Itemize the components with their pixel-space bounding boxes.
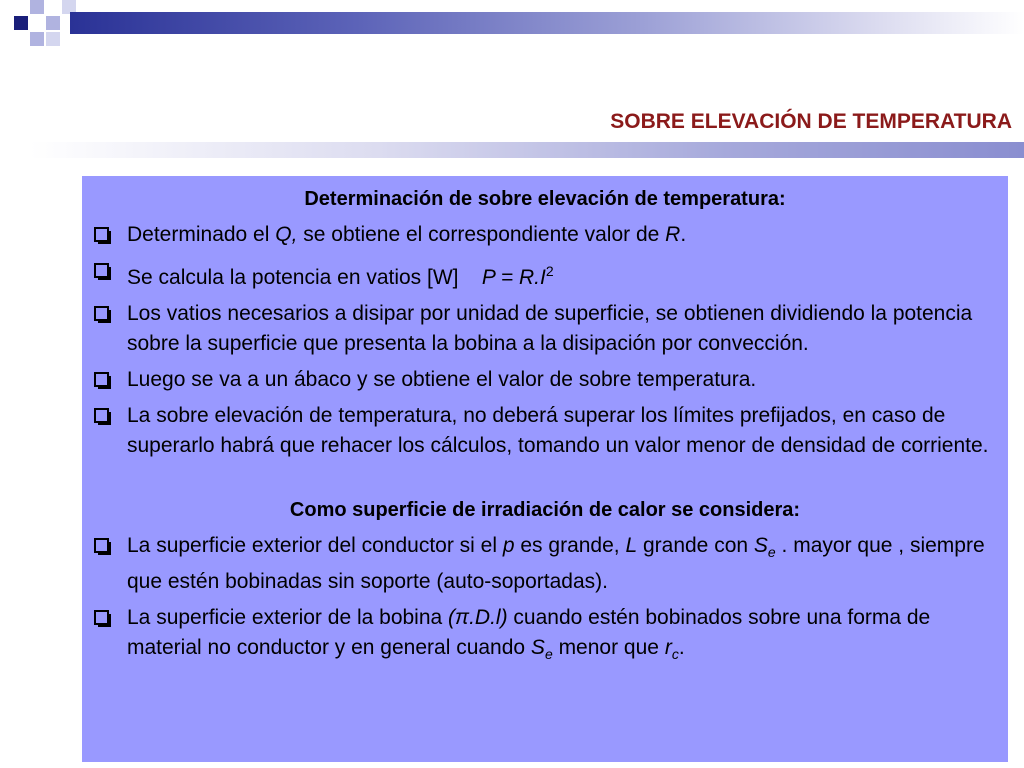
checkbox-bullet-icon [94,610,109,625]
bullet-text: Luego se va a un ábaco y se obtiene el valor de sobre temperatura. [127,368,757,391]
decor-square-1 [14,16,28,30]
header-gradient-band [70,12,1024,34]
bullet-item [94,256,996,293]
slide-title: SOBRE ELEVACIÓN DE TEMPERATURA [610,110,1012,133]
bullet-text: La sobre elevación de temperatura, no deberá superar los límites prefijados, en caso de superarlo habrá que rehacer los cálculos, tomando un valor menor de densidad de corriente. [127,404,989,457]
bullet-item [94,603,996,669]
title-underline-band [30,142,1024,158]
decor-square-3 [46,16,60,30]
checkbox-bullet-icon [94,408,109,423]
checkbox-bullet-icon [94,227,109,242]
bullet-item [94,365,996,395]
decor-square-2 [30,0,44,14]
content-box [82,176,1008,762]
checkbox-bullet-icon [94,306,109,321]
section1-heading: Determinación de sobre elevación de temperatura: [304,188,786,210]
bullet-item [94,220,996,250]
bullet-text: Determinado el Q, se obtiene el correspondiente valor de R. [127,223,687,246]
decor-square-4 [30,32,44,46]
bullet-item [94,531,996,597]
bullet-text: Se calcula la potencia en vatios [W] $P = R.I^2$ [127,263,554,289]
bullet-item [94,299,996,359]
bullet-text: La superficie exterior de la bobina (π.D.l) cuando estén bobinados sobre una forma de material no conductor y en general cuando $S_e$ menor que $r_c$. [127,606,931,663]
bullet-text: La superficie exterior del conductor si el p es grande, L grande con $S_e$ . mayor que , siempre que estén bobinadas sin soporte (auto-soportadas). [127,534,985,594]
bullet-text: Los vatios necesarios a disipar por unidad de superficie, se obtienen dividiendo la potencia sobre la superficie que presenta la bobina a la disipación por convección. [127,302,973,355]
checkbox-bullet-icon [94,372,109,387]
checkbox-bullet-icon [94,263,109,278]
decor-square-5 [46,32,60,46]
checkbox-bullet-icon [94,538,109,553]
section2-heading: Como superficie de irradiación de calor se considera: [289,499,801,521]
bullet-item [94,401,996,461]
